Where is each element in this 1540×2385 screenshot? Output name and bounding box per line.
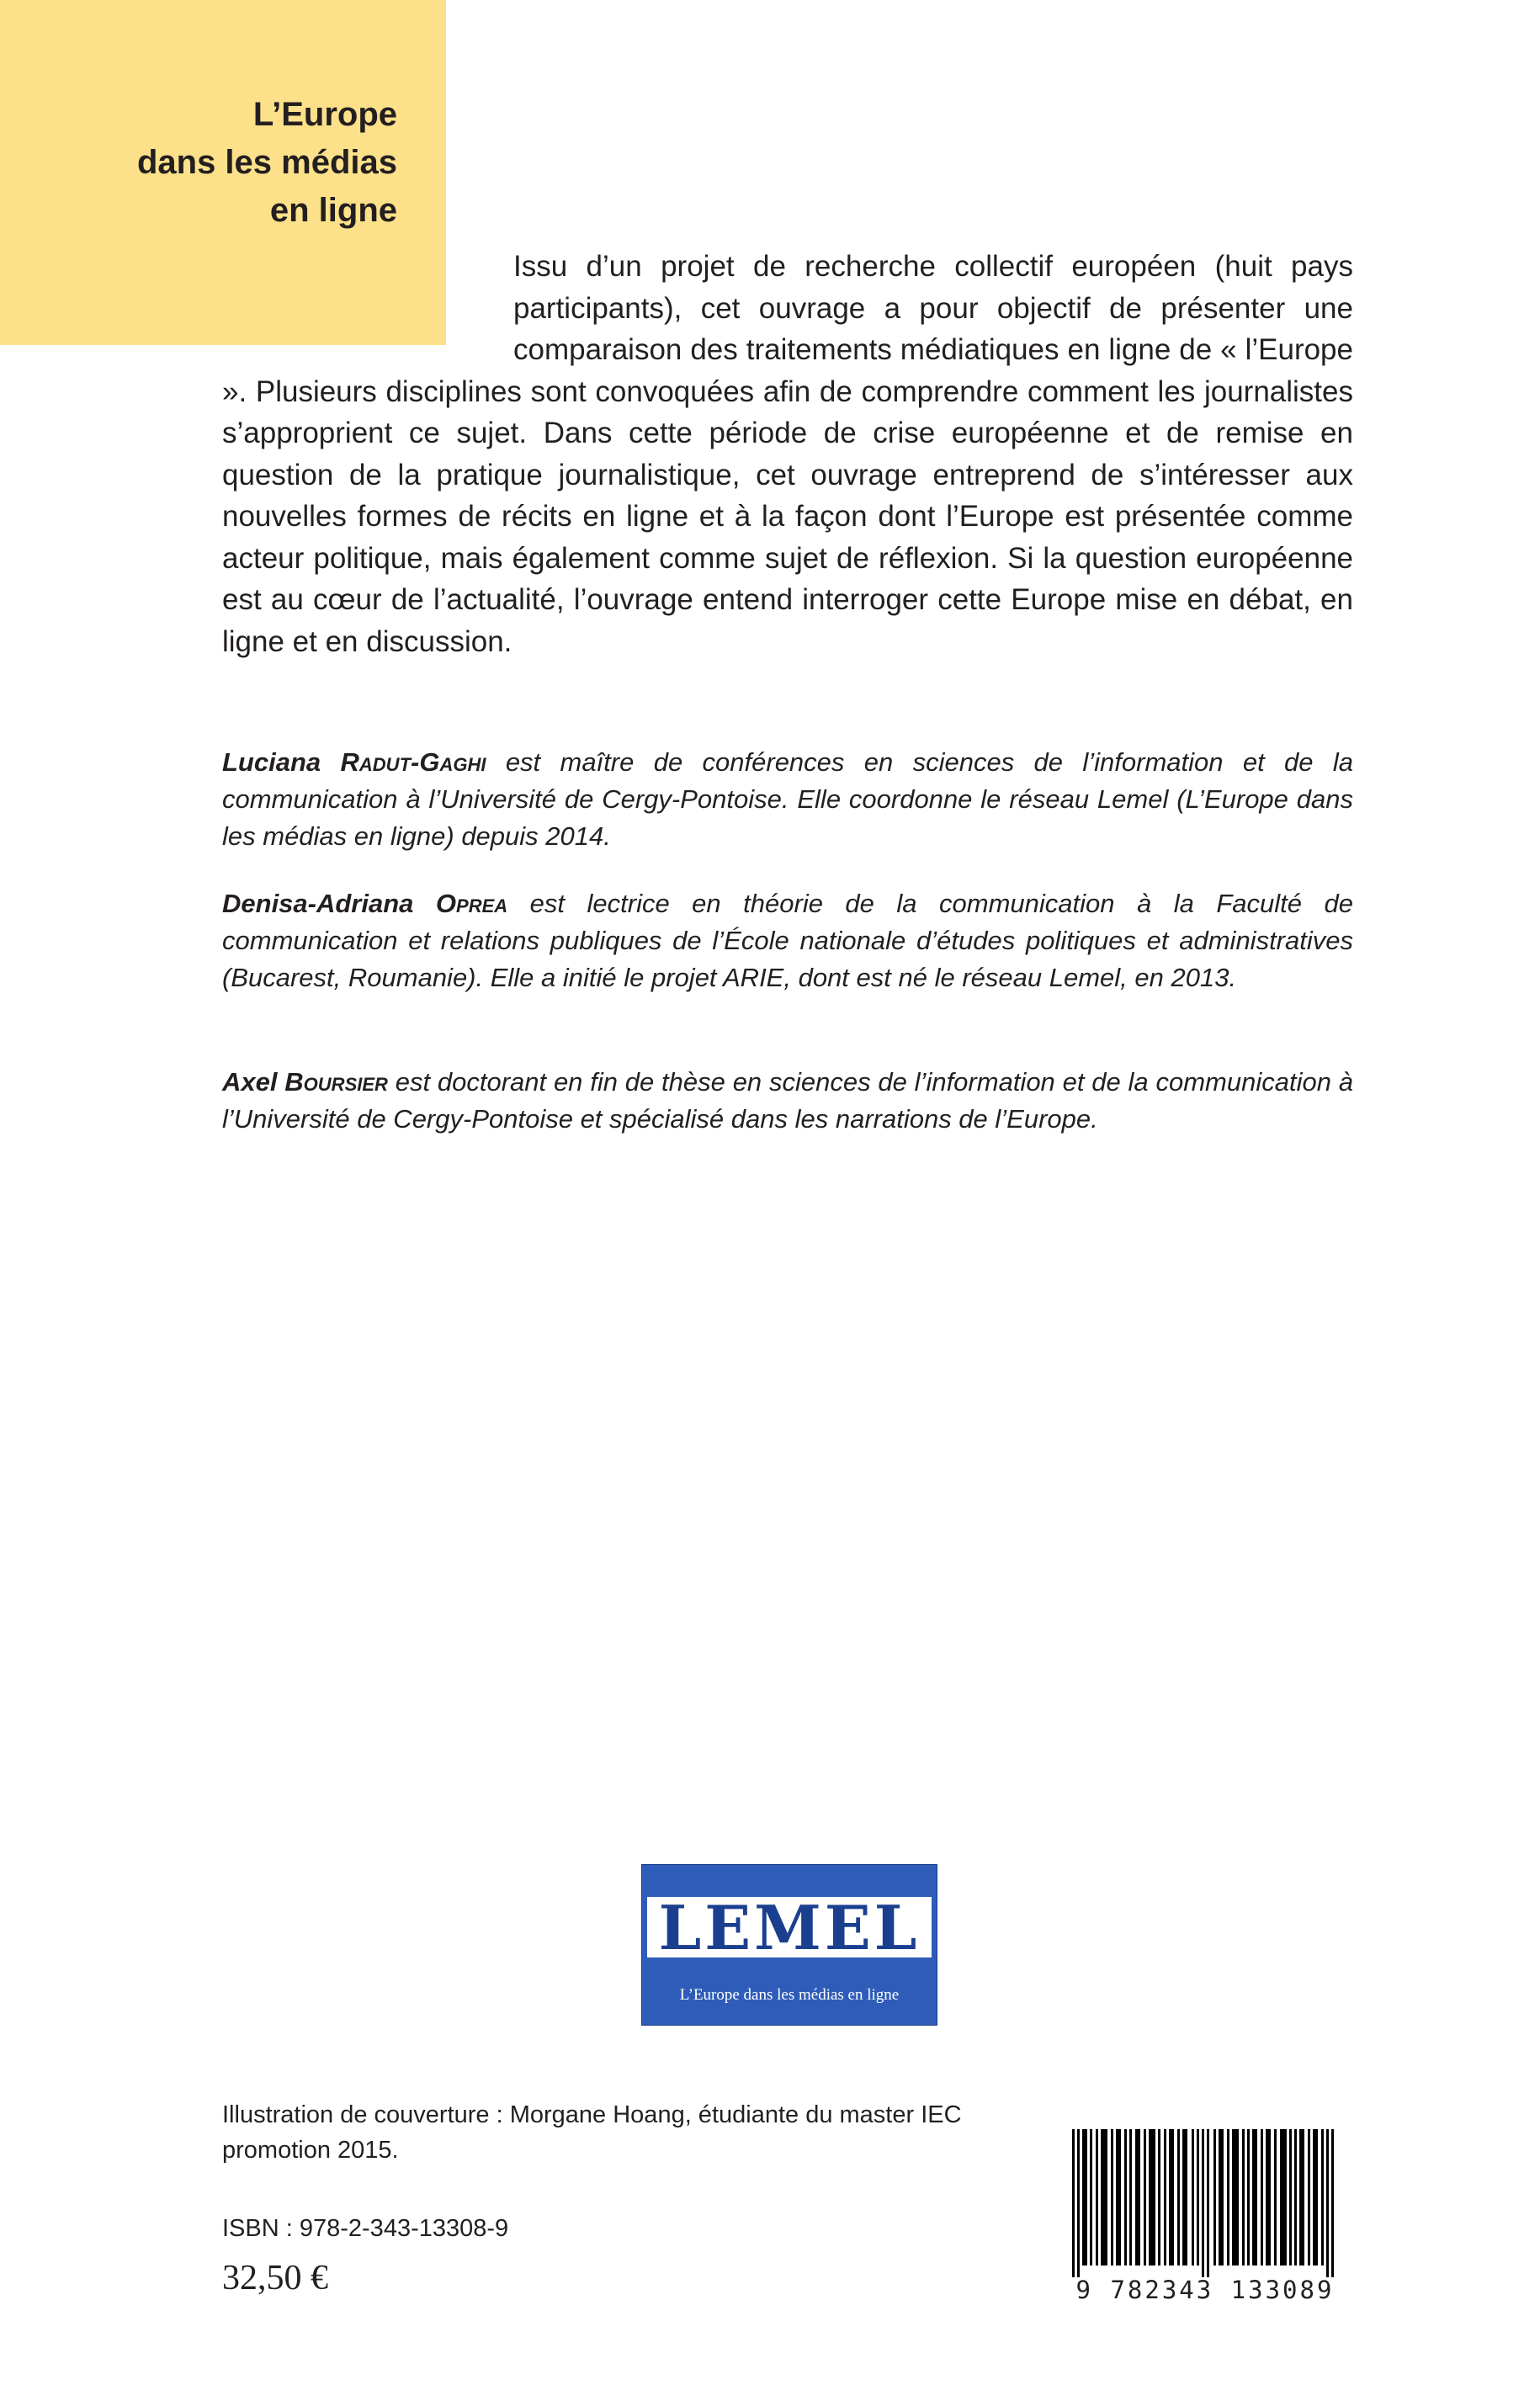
author-bio-2	[222, 885, 1353, 996]
logo-wordmark: LEMEL	[647, 1897, 932, 1957]
cover-illustration-credit: Illustration de couverture : Morgane Hoang, étudiante du master IEC promotion 2015.	[222, 2101, 962, 2164]
lemel-logo	[641, 1864, 937, 2026]
author-bio-1	[222, 744, 1353, 855]
logo-tagline: L’Europe dans les médias en ligne	[679, 1986, 900, 2004]
author-name	[222, 747, 486, 777]
book-title	[137, 91, 397, 235]
book-summary	[222, 246, 1353, 662]
summary-indent	[222, 246, 513, 369]
author-last-name: Oprea	[435, 889, 508, 918]
author-name	[222, 1067, 388, 1097]
author-bio-text: est doctorant en fin de thèse en sciences de l’information et de la communication à l’Université de Cergy-Pontoise et spécialisé dans les narrations de l’Europe.	[222, 1067, 1353, 1134]
author-bio-text: est lectrice en théorie de la communication à la Faculté de communication et relations publiques de l’École nationale d’études politiques et administratives (Bucarest, Roumanie). Elle a initié le projet ARIE, dont est né le réseau Lemel, en 2013.	[222, 889, 1353, 992]
title-line-3: en ligne	[269, 192, 397, 229]
summary-text: Issu d’un projet de recherche collectif européen (huit pays participants), cet ouvrage a pour objectif de présenter une comparaison des traitements médiatiques en ligne de « l’Europe ». Plusieurs disciplines sont convoquées afin de comprendre comment les journalistes s’approprient ce sujet. Dans cette période de crise européenne et de remise en question de la pratique journalistique, cet ouvrage entreprend de s’intéresser aux nouvelles formes de récits en ligne et à la façon dont l’Europe est présentée comme acteur politique, mais également comme sujet de réflexion. Si la question européenne est au cœur de l’actualité, l’ouvrage entend interroger cette Europe mise en débat, en ligne et en discussion.	[222, 250, 1353, 658]
barcode-bars	[1065, 2129, 1345, 2277]
author-first-name: Luciana	[222, 747, 321, 777]
barcode-digits: 9 782343 133089	[1075, 2276, 1335, 2304]
isbn: ISBN : 978-2-343-13308-9	[222, 2215, 509, 2242]
author-bio-3	[222, 1064, 1353, 1138]
title-line-2: dans les médias	[136, 144, 397, 181]
author-bio-text: est maître de conférences en sciences de l’information et de la communication à l’Université de Cergy-Pontoise. Elle coordonne le réseau Lemel (L’Europe dans les médias en ligne) depuis 2014.	[222, 747, 1353, 851]
barcode	[1065, 2129, 1345, 2313]
price: 32,50 €	[222, 2259, 328, 2297]
author-last-name: Boursier	[284, 1067, 388, 1097]
author-name	[222, 889, 507, 918]
author-first-name: Denisa-Adriana	[222, 889, 414, 918]
author-last-name: Radut-Gaghi	[340, 747, 486, 777]
title-line-1: L’Europe	[252, 96, 397, 133]
author-first-name: Axel	[222, 1067, 278, 1097]
